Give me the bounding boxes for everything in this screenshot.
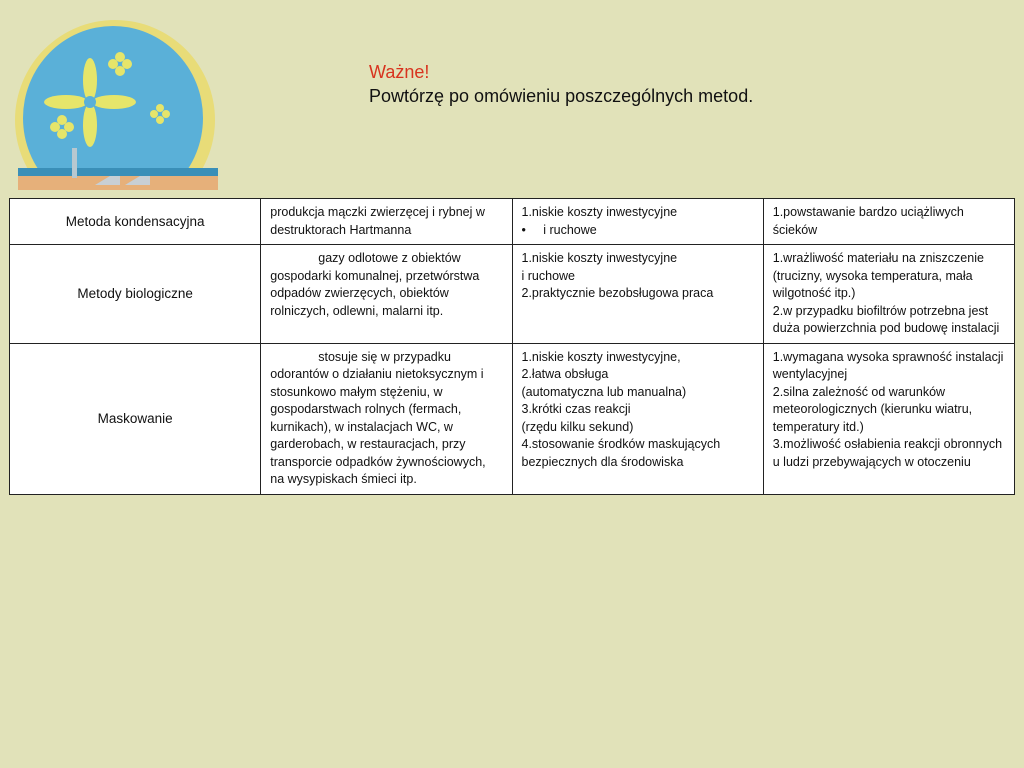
cell-line: 2.w przypadku biofiltrów potrzebna jest duża powierzchnia pod budowę instalacji — [772, 303, 1000, 335]
cell-line: 1.niskie koszty inwestycyjne — [521, 205, 678, 219]
cell-line: 2.łatwa obsługa — [521, 367, 609, 381]
slide-subtitle: Powtórzę po omówieniu poszczególnych metod. — [369, 86, 754, 106]
cell-line: 1.wrażliwość materiału na zniszczenie (trucizny, wysoka temperatura, mała wilgotność itp.) — [772, 251, 988, 300]
cell-line: 1.wymagana wysoka sprawność instalacji wentylacyjnej — [772, 349, 1007, 381]
application-cell — [261, 343, 512, 494]
windmill-flowers-logo-icon — [0, 0, 240, 200]
table-row — [10, 199, 1015, 245]
table-row — [10, 343, 1015, 494]
methods-table — [9, 198, 1015, 495]
disadvantages-cell — [763, 343, 1014, 494]
table-row — [10, 245, 1015, 344]
cell-line: 1.niskie koszty inwestycyjne, — [521, 349, 681, 364]
method-name-cell: Metoda kondensacyjna — [10, 199, 261, 245]
cell-line: stosuje się w przypadku odorantów o działaniu nietoksycznym i stosunkowo małym stężeniu, w gospodarstwach rolnych (fermach, kurnikach), w instalacjach WC, w garderobach, w restauracjach, przy transporcie odpadków żywnościowych, na wysypiskach śmieci itp. — [270, 349, 490, 486]
application-cell — [261, 245, 512, 344]
cell-line: gazy odlotowe z obiektów gospodarki komunalnej, przetwórstwa odpadów zwierzęcych, obiektów rolniczych, odlewni, malarni itp. — [270, 251, 483, 318]
disadvantages-cell — [763, 199, 1014, 245]
cell-line: 2.praktycznie bezobsługowa praca — [521, 286, 714, 300]
cell-line: 1.niskie koszty inwestycyjne — [521, 251, 678, 265]
application-cell — [261, 199, 512, 245]
cell-line: 1.powstawanie bardzo uciążliwych ścieków — [772, 205, 968, 237]
advantages-cell — [512, 343, 763, 494]
method-name-cell: Maskowanie — [10, 343, 261, 494]
cell-line: i ruchowe — [521, 268, 575, 283]
advantages-cell — [512, 199, 763, 245]
cell-line: 4.stosowanie środków maskujących bezpiecznych dla środowiska — [521, 437, 724, 469]
cell-line: 3.możliwość osłabienia reakcji obronnych u ludzi przebywających w otoczeniu — [772, 437, 1006, 469]
cell-line: produkcja mączki zwierzęcej i rybnej w destruktorach Hartmanna — [270, 205, 489, 237]
slide-heading — [369, 60, 753, 108]
cell-line: • i ruchowe — [521, 222, 597, 237]
disadvantages-cell — [763, 245, 1014, 344]
cell-line: (automatyczna lub manualna) — [521, 384, 687, 399]
advantages-cell — [512, 245, 763, 344]
warning-label: Ważne! — [369, 62, 430, 82]
cell-line: 3.krótki czas reakcji — [521, 402, 631, 416]
method-name-cell: Metody biologiczne — [10, 245, 261, 344]
cell-line: (rzędu kilku sekund) — [521, 419, 634, 434]
cell-line: 2.silna zależność od warunków meteorologicznych (kierunku wiatru, temperatury itd.) — [772, 384, 976, 434]
